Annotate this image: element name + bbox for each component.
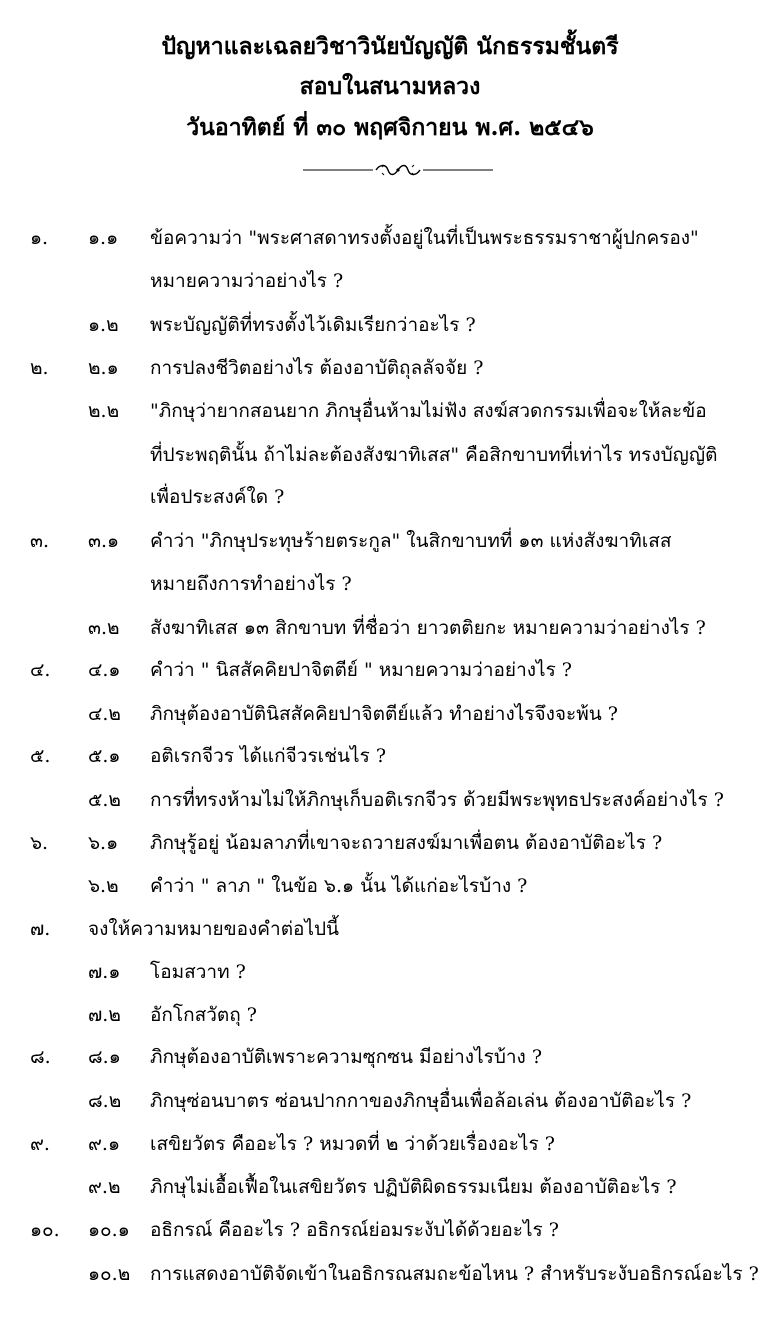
question-row [0, 1257, 780, 1291]
question-row [0, 1213, 780, 1247]
question-number: ๑๐. [30, 1219, 60, 1241]
question-row [0, 697, 780, 731]
question-number: ๖. [30, 832, 49, 854]
sub-question-number: ๔.๒ [88, 703, 121, 725]
question-number: ๘. [30, 1046, 51, 1068]
question-number: ๔. [30, 659, 51, 681]
question-text: คำว่า " นิสสัคคิยปาจิตตีย์ " หมายความว่าอย่างไร ? [150, 659, 572, 681]
question-row [0, 1127, 780, 1161]
question-row [0, 783, 780, 817]
question-text: อธิกรณ์ คืออะไร ? อธิกรณ์ย่อมระงับได้ด้วยอะไร ? [150, 1219, 559, 1241]
sub-question-number: ๑๐.๒ [88, 1263, 131, 1285]
question-text: คำว่า " ลาภ " ในข้อ ๖.๑ นั้น ได้แก่อะไรบ้าง ? [150, 875, 528, 897]
question-row [0, 264, 780, 298]
question-text: "ภิกษุว่ายากสอนยาก ภิกษุอื่นห้ามไม่ฟัง สงฆ์สวดกรรมเพื่อจะให้ละข้อ [150, 400, 707, 422]
question-row [0, 912, 780, 946]
question-text: สังฆาทิเสส ๑๓ สิกขาบท ที่ชื่อว่า ยาวตติยกะ หมายความว่าอย่างไร ? [150, 617, 706, 639]
question-text: โอมสวาท ? [150, 961, 246, 983]
document-title: ปัญหาและเฉลยวิชาวินัยบัญญัติ นักธรรมชั้นตรี [161, 33, 619, 60]
question-row [0, 955, 780, 989]
sub-question-number: ๔.๑ [88, 659, 121, 681]
divider-ornament-icon [298, 160, 498, 180]
sub-question-number: ๒.๑ [88, 357, 119, 379]
question-row [0, 869, 780, 903]
sub-question-number: ๖.๑ [88, 832, 119, 854]
question-text: ข้อความว่า "พระศาสดาทรงตั้งอยู่ในที่เป็นพระธรรมราชาผู้ปกครอง" [150, 227, 699, 249]
question-text: ภิกษุซ่อนบาตร ซ่อนปากกาของภิกษุอื่นเพื่อล้อเล่น ต้องอาบัติอะไร ? [150, 1090, 692, 1112]
question-row [0, 653, 780, 687]
question-row [0, 524, 780, 558]
question-text: การปลงชีวิตอย่างไร ต้องอาบัติถุลลัจจัย ? [150, 357, 484, 379]
question-number: ๑. [30, 227, 49, 249]
question-text: พระบัญญัติที่ทรงตั้งไว้เดิมเรียกว่าอะไร ? [150, 314, 476, 336]
sub-question-number: ๓.๒ [88, 617, 120, 639]
question-number: ๓. [30, 530, 50, 552]
question-text: คำว่า "ภิกษุประทุษร้ายตระกูล" ในสิกขาบทที่ ๑๓ แห่งสังฆาทิเสส [150, 530, 672, 552]
question-text: อติเรกจีวร ได้แก่จีวรเช่นไร ? [150, 745, 387, 767]
question-text: ภิกษุต้องอาบัติเพราะความซุกซน มีอย่างไรบ้าง ? [150, 1046, 543, 1068]
sub-question-number: ๗.๒ [88, 1004, 121, 1026]
sub-question-number: ๓.๑ [88, 530, 120, 552]
question-text: เสขิยวัตร คืออะไร ? หมวดที่ ๒ ว่าด้วยเรื่องอะไร ? [150, 1133, 555, 1155]
sub-question-number: ๖.๒ [88, 875, 119, 897]
sub-question-number: ๕.๒ [88, 789, 121, 811]
question-number: ๗. [30, 918, 51, 940]
exam-date: วันอาทิตย์ ที่ ๓๐ พฤศจิกายน พ.ศ. ๒๕๔๖ [186, 114, 594, 141]
question-row [0, 480, 780, 514]
question-row [0, 1084, 780, 1118]
question-row [0, 998, 780, 1032]
question-text: การแสดงอาบัติจัดเข้าในอธิกรณสมถะข้อไหน ? สำหรับระงับอธิกรณ์อะไร ? [150, 1263, 759, 1285]
question-number: ๕. [30, 745, 51, 767]
question-text: การที่ทรงห้ามไม่ให้ภิกษุเก็บอติเรกจีวร ด้วยมีพระพุทธประสงค์อย่างไร ? [150, 789, 724, 811]
question-text: เพื่อประสงค์ใด ? [150, 486, 285, 508]
sub-question-number: ๒.๒ [88, 400, 120, 422]
question-row [0, 611, 780, 645]
sub-question-number: ๑๐.๑ [88, 1219, 130, 1241]
sub-question-number: ๙.๒ [88, 1176, 121, 1198]
question-number: ๙. [30, 1133, 50, 1155]
sub-question-number: ๙.๑ [88, 1133, 121, 1155]
question-text: หมายถึงการทำอย่างไร ? [150, 573, 352, 595]
question-row [0, 351, 780, 385]
question-row [0, 394, 780, 428]
sub-question-number: ๗.๑ [88, 961, 121, 983]
question-text: จงให้ความหมายของคำต่อไปนี้ [88, 918, 340, 940]
question-row [0, 1170, 780, 1204]
question-row [0, 221, 780, 255]
sub-question-number: ๑.๑ [88, 227, 119, 249]
question-text: ภิกษุรู้อยู่ น้อมลาภที่เขาจะถวายสงฆ์มาเพื่อตน ต้องอาบัติอะไร ? [150, 832, 663, 854]
question-text: หมายความว่าอย่างไร ? [150, 270, 344, 292]
question-text: อักโกสวัตถุ ? [150, 1004, 257, 1026]
sub-question-number: ๘.๑ [88, 1046, 121, 1068]
question-row [0, 438, 780, 472]
document-subtitle: สอบในสนามหลวง [299, 73, 481, 100]
question-text: ภิกษุต้องอาบัตินิสสัคคิยปาจิตตีย์แล้ว ทำอย่างไรจึงจะพ้น ? [150, 703, 618, 725]
question-row [0, 308, 780, 342]
sub-question-number: ๑.๒ [88, 314, 119, 336]
question-text: ที่ประพฤตินั้น ถ้าไม่ละต้องสังฆาทิเสส" คือสิกขาบทที่เท่าไร ทรงบัญญัติ [150, 444, 718, 466]
question-number: ๒. [30, 357, 49, 379]
sub-question-number: ๘.๒ [88, 1090, 122, 1112]
question-row [0, 567, 780, 601]
question-text: ภิกษุไม่เอื้อเฟื้อในเสขิยวัตร ปฏิบัติผิดธรรมเนียม ต้องอาบัติอะไร ? [150, 1176, 677, 1198]
question-row [0, 1040, 780, 1074]
question-row [0, 826, 780, 860]
sub-question-number: ๕.๑ [88, 745, 121, 767]
question-row [0, 739, 780, 773]
